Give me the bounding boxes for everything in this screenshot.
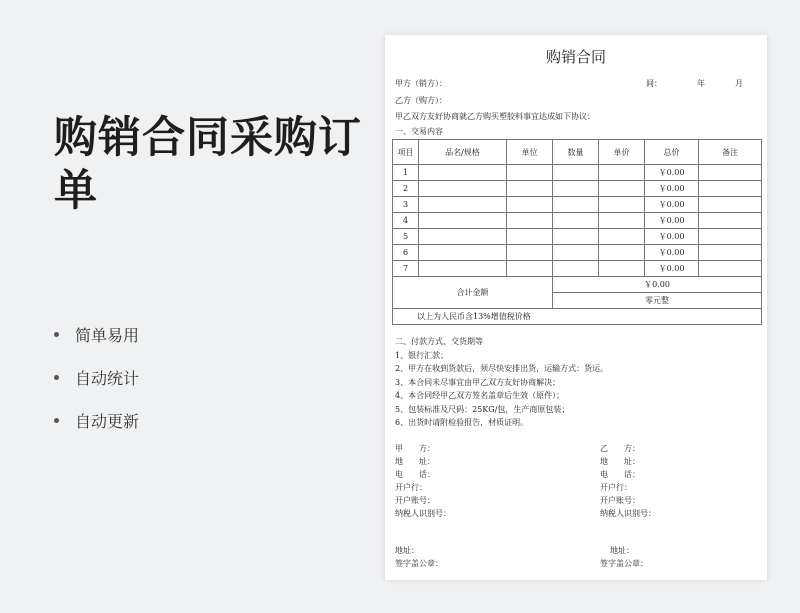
sum-label: 合计金额: [393, 277, 553, 309]
cell-total: ￥0.00: [645, 213, 699, 229]
cell-qty[interactable]: [553, 197, 599, 213]
cell-remark[interactable]: [699, 245, 762, 261]
header-cell: 总价: [645, 140, 699, 165]
cell-price[interactable]: [599, 197, 645, 213]
table-row: [393, 245, 762, 261]
cell-qty[interactable]: [553, 165, 599, 181]
cell-total: ￥0.00: [645, 181, 699, 197]
cell-total: ￥0.00: [645, 165, 699, 181]
cell-price[interactable]: [599, 261, 645, 277]
cell-total: ￥0.00: [645, 261, 699, 277]
feature-label: 简单易用: [75, 326, 140, 345]
cell-qty[interactable]: [553, 261, 599, 277]
feature-item: [54, 313, 139, 356]
sign-right-field: 乙 方：: [600, 444, 640, 453]
term-item: 1、银行汇款；: [395, 351, 449, 360]
row-number: 4: [393, 213, 419, 229]
tax-note: 以上为人民币含13%增值税价格: [393, 309, 762, 325]
term-item: 2、甲方在收到货款后，须尽快安排出货，运输方式：货运。: [395, 364, 609, 373]
sign-left-field: 开户行：: [395, 483, 427, 492]
header-cell: 单价: [599, 140, 645, 165]
cell-remark[interactable]: [699, 197, 762, 213]
header-cell: 备注: [699, 140, 762, 165]
cell-name[interactable]: [419, 181, 507, 197]
intro-text: 甲乙双方友好协商就乙方购买塑胶料事宜达成如下协议：: [395, 112, 595, 121]
page-heading: 购销合同采购订单: [54, 113, 362, 216]
footer-right-field: 签字盖公章：: [600, 559, 648, 568]
cell-remark[interactable]: [699, 165, 762, 181]
table-row: [393, 181, 762, 197]
sign-right-field: 开户行：: [600, 483, 632, 492]
cell-name[interactable]: [419, 245, 507, 261]
cell-total: ￥0.00: [645, 197, 699, 213]
sum-row: [393, 277, 762, 293]
cell-unit[interactable]: [507, 165, 553, 181]
items-table: [392, 139, 762, 325]
cell-total: ￥0.00: [645, 245, 699, 261]
cell-price[interactable]: [599, 165, 645, 181]
cell-price[interactable]: [599, 245, 645, 261]
section-1-title: 一、交易内容: [395, 127, 443, 136]
term-item: 3、本合同未尽事宜由甲乙双方友好协商解决；: [395, 378, 561, 387]
cell-name[interactable]: [419, 261, 507, 277]
row-number: 6: [393, 245, 419, 261]
bullet-icon: [54, 332, 59, 337]
term-item: 6、出货时请附检验报告，材质证明。: [395, 418, 529, 427]
cell-name[interactable]: [419, 213, 507, 229]
sign-left-field: 地 址：: [395, 457, 435, 466]
header-cell: 品名/规格: [419, 140, 507, 165]
sign-left-field: 甲 方：: [395, 444, 435, 453]
row-number: 7: [393, 261, 419, 277]
row-number: 3: [393, 197, 419, 213]
cell-unit[interactable]: [507, 181, 553, 197]
footer-left-field: 地址：: [395, 546, 419, 555]
table-row: [393, 213, 762, 229]
party-b-line: 乙方（购方）：: [395, 96, 447, 105]
cell-name[interactable]: [419, 197, 507, 213]
month-label: 月: [735, 79, 743, 88]
cell-total: ￥0.00: [645, 229, 699, 245]
table-row: [393, 197, 762, 213]
term-item: 5、包装标准及尺码：25KG/包，生产商原包装；: [395, 405, 570, 414]
cell-qty[interactable]: [553, 245, 599, 261]
document-title: 购销合同: [545, 48, 606, 66]
cell-name[interactable]: [419, 165, 507, 181]
cell-unit[interactable]: [507, 245, 553, 261]
cell-qty[interactable]: [553, 229, 599, 245]
cell-qty[interactable]: [553, 213, 599, 229]
table-row: [393, 229, 762, 245]
table-row: [393, 261, 762, 277]
cell-name[interactable]: [419, 229, 507, 245]
cell-remark[interactable]: [699, 213, 762, 229]
row-number: 5: [393, 229, 419, 245]
cell-unit[interactable]: [507, 197, 553, 213]
cell-qty[interactable]: [553, 181, 599, 197]
sign-right-field: 纳税人识别号：: [600, 509, 656, 518]
header-cell: 数量: [553, 140, 599, 165]
sum-words: 零元整: [553, 293, 762, 309]
cell-remark[interactable]: [699, 181, 762, 197]
cell-remark[interactable]: [699, 261, 762, 277]
cell-price[interactable]: [599, 213, 645, 229]
cell-unit[interactable]: [507, 261, 553, 277]
table-header-row: [393, 140, 762, 165]
sign-left-field: 电 话：: [395, 470, 435, 479]
table-row: [393, 165, 762, 181]
cell-unit[interactable]: [507, 213, 553, 229]
contract-sheet: [385, 35, 767, 580]
header-cell: 单位: [507, 140, 553, 165]
sign-right-field: 开户账号：: [600, 496, 640, 505]
cell-unit[interactable]: [507, 229, 553, 245]
feature-label: 自动统计: [75, 369, 140, 388]
row-number: 1: [393, 165, 419, 181]
term-item: 4、本合同经甲乙双方签名盖章后生效（原件）；: [395, 391, 565, 400]
header-cell: 项目: [393, 140, 419, 165]
section-2-title: 二、付款方式、交货期等: [395, 337, 483, 346]
feature-label: 自动更新: [75, 412, 140, 431]
date-label: 间：: [646, 79, 662, 88]
party-a-line: 甲方（销方）：: [395, 79, 447, 88]
tax-row: [393, 309, 762, 325]
sign-left-field: 开户账号：: [395, 496, 435, 505]
feature-item: [54, 356, 139, 399]
feature-item: [54, 399, 139, 442]
row-number: 2: [393, 181, 419, 197]
cell-price[interactable]: [599, 181, 645, 197]
cell-remark[interactable]: [699, 229, 762, 245]
sum-value: ￥0.00: [553, 277, 762, 293]
year-label: 年: [697, 79, 705, 88]
cell-price[interactable]: [599, 229, 645, 245]
sign-right-field: 电 话：: [600, 470, 640, 479]
bullet-icon: [54, 418, 59, 423]
footer-right-field: 地址：: [610, 546, 634, 555]
feature-list: [54, 313, 139, 442]
sign-left-field: 纳税人识别号：: [395, 509, 451, 518]
footer-left-field: 签字盖公章：: [395, 559, 443, 568]
sign-right-field: 地 址：: [600, 457, 640, 466]
bullet-icon: [54, 375, 59, 380]
